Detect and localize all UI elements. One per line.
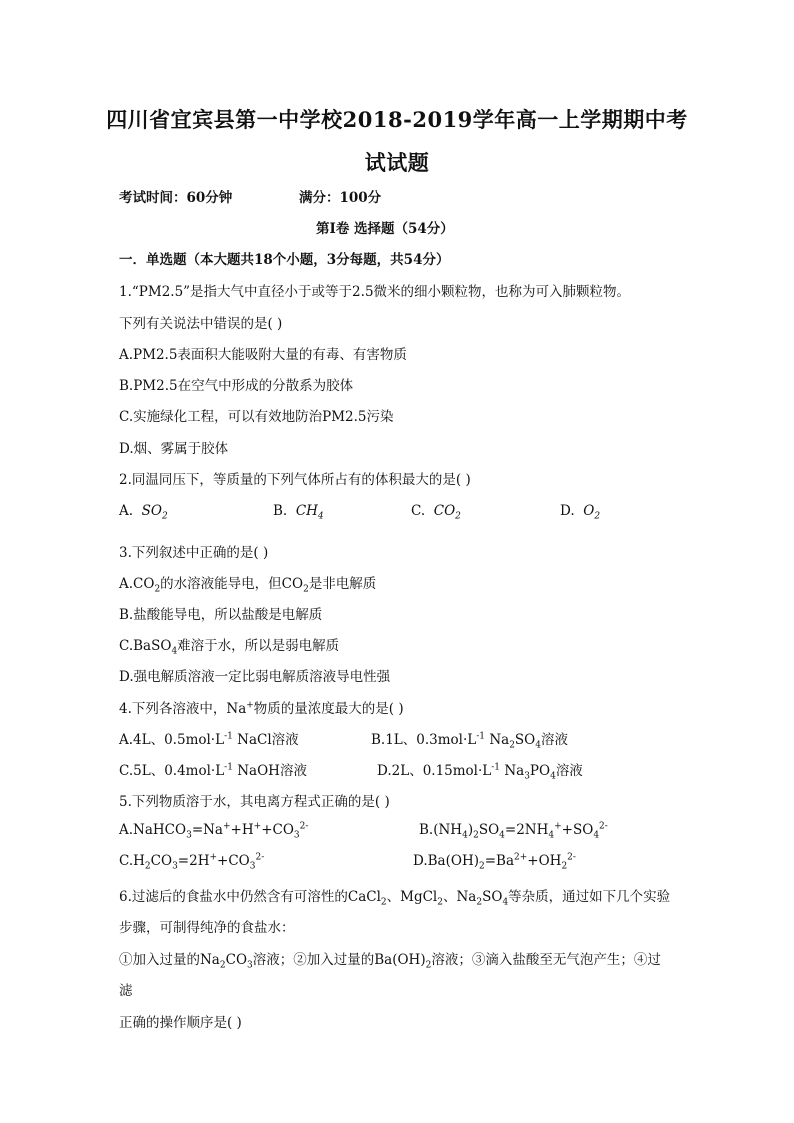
text: +OH — [527, 853, 562, 869]
text: +H — [230, 822, 254, 838]
superscript: + — [554, 821, 562, 832]
q2-option-b — [273, 503, 324, 522]
text: A.4L、0.5mol·L — [119, 732, 225, 748]
subscript: 2 — [561, 861, 568, 872]
text: 溶液 — [540, 732, 568, 748]
q1-stem-line1: 1.“PM2.5”是指大气中直径小于或等于2.5微米的细小颗粒物，也称为可入肺颗粒物。 — [119, 284, 631, 300]
q5-option-a — [119, 821, 309, 841]
q6-steps-line2: 滤 — [119, 983, 133, 999]
text: 溶液 — [555, 763, 583, 779]
q5-option-c — [119, 852, 265, 872]
text: PO — [529, 763, 551, 779]
text: 物质的量浓度最大的是( ) — [253, 701, 404, 717]
superscript: 2- — [599, 821, 608, 832]
text: C.H — [119, 853, 145, 869]
subscript: 2 — [380, 897, 387, 908]
superscript: + — [209, 852, 218, 863]
q6-steps-line1 — [119, 948, 661, 971]
formula: O — [583, 503, 595, 519]
subscript: 2 — [509, 740, 515, 751]
text: 4.下列各溶液中，Na — [119, 701, 247, 717]
text: A.NaHCO — [119, 822, 187, 838]
subscript: 2 — [303, 584, 309, 595]
option-label: A. — [119, 503, 134, 519]
option-label: B. — [273, 503, 288, 519]
superscript: -1 — [491, 762, 501, 773]
q1-option-b: B.PM2.5在空气中形成的分散系为胶体 — [119, 378, 354, 394]
text: =Ba — [484, 853, 514, 869]
superscript: -1 — [224, 731, 233, 742]
subscript: 2 — [594, 511, 601, 522]
text: D.2L、0.15mol·L — [377, 763, 492, 779]
subscript: 2 — [425, 960, 432, 971]
superscript: 2- — [299, 821, 309, 832]
text: 溶液；③滴入盐酸至无气泡产生；④过 — [431, 952, 661, 968]
subscript: 3 — [186, 830, 192, 841]
subscript: 2 — [219, 960, 226, 971]
superscript: -1 — [476, 731, 486, 742]
q6-question: 正确的操作顺序是( ) — [119, 1015, 242, 1031]
text: B.(NH — [419, 822, 463, 838]
subscript: 4 — [317, 511, 324, 522]
text: +SO — [561, 822, 594, 838]
text: CO — [150, 853, 173, 869]
text: =2H — [177, 853, 210, 869]
text: 等杂质，通过如下几个实验 — [508, 889, 671, 905]
text: SO — [514, 732, 536, 748]
text: NaOH溶液 — [232, 763, 307, 779]
subscript: 2 — [437, 897, 443, 908]
text: 6.过滤后的食盐水中仍然含有可溶性的CaCl — [119, 889, 381, 905]
formula: CH — [295, 503, 318, 519]
subscript: 2 — [473, 830, 479, 841]
text: 难溶于水，所以是弱电解质 — [177, 638, 340, 654]
option-label: D. — [560, 503, 575, 519]
q4-option-c — [119, 759, 307, 779]
superscript: + — [223, 821, 231, 832]
superscript: 2- — [255, 852, 265, 863]
text: 、Na — [443, 889, 477, 905]
q1-stem-line2: 下列有关说法中错误的是( ) — [119, 316, 283, 332]
q4-option-b — [371, 728, 568, 751]
text: B.1L、0.3mol·L — [371, 732, 477, 748]
subscript: 4 — [550, 771, 556, 782]
text: CO — [225, 952, 248, 968]
text: 、MgCl — [386, 889, 438, 905]
subscript: 2 — [455, 511, 461, 522]
q3-option-c — [119, 634, 340, 657]
subscript: 2 — [154, 584, 161, 595]
q6-stem-line2: 步骤，可制得纯净的食盐水： — [119, 920, 295, 936]
exam-title-line1: 四川省宜宾县第一中学校2018-2019学年高一上学期期中考 — [106, 107, 688, 132]
superscript: + — [246, 700, 254, 711]
q5-option-d — [413, 852, 576, 872]
text: A.CO — [119, 576, 155, 592]
q4-stem — [119, 697, 404, 717]
superscript: 2+ — [514, 852, 528, 863]
subscript: 4 — [462, 830, 468, 841]
text: =2NH — [504, 822, 549, 838]
q1-option-c: C.实施绿化工程，可以有效地防治PM2.5污染 — [119, 409, 394, 425]
text: +CO — [261, 822, 294, 838]
text: C.5L、0.4mol·L — [119, 763, 225, 779]
subscript: 2 — [161, 511, 168, 522]
text: +CO — [217, 853, 250, 869]
q1-option-a: A.PM2.5表面积大能吸附大量的有毒、有害物质 — [119, 347, 407, 363]
subscript: 4 — [502, 897, 509, 908]
text: =Na — [191, 822, 223, 838]
superscript: + — [253, 821, 262, 832]
exam-time: 考试时间：60分钟 — [119, 190, 233, 206]
superscript: -1 — [224, 762, 233, 773]
subscript: 3 — [172, 861, 178, 872]
text: 溶液；②加入过量的Ba(OH) — [252, 952, 426, 968]
subscript: 4 — [499, 830, 505, 841]
q5-stem: 5.下列物质溶于水，其电离方程式正确的是( ) — [119, 794, 390, 810]
text: NaCl溶液 — [232, 732, 299, 748]
text: ) — [467, 822, 474, 838]
superscript: 2- — [567, 852, 576, 863]
subscript: 4 — [535, 740, 541, 751]
subscript: 2 — [476, 897, 483, 908]
option-label: C. — [411, 503, 426, 519]
q3-stem: 3.下列叙述中正确的是( ) — [119, 545, 269, 561]
subscript: 3 — [249, 861, 256, 872]
subscript: 3 — [524, 771, 530, 782]
subscript: 4 — [548, 830, 555, 841]
q5-option-b — [419, 821, 608, 841]
text: Na — [500, 763, 525, 779]
q2-option-c — [411, 503, 461, 522]
text: 是非电解质 — [308, 576, 377, 592]
exam-title-line2: 试试题 — [364, 150, 430, 175]
q2-option-d — [560, 503, 601, 522]
q2-stem: 2.同温同压下，等质量的下列气体所占有的体积最大的是( ) — [119, 472, 471, 488]
q6-stem-line1 — [119, 885, 671, 908]
text: 的水溶液能导电，但CO — [160, 576, 304, 592]
text: ①加入过量的Na — [119, 952, 220, 968]
text: SO — [482, 889, 503, 905]
part-title: 一．单选题（本大题共18个小题，3分每题，共54分） — [119, 252, 450, 268]
q4-option-d — [377, 759, 583, 782]
q3-option-d: D.强电解质溶液一定比弱电解质溶液导电性强 — [119, 669, 391, 685]
formula: CO — [433, 503, 456, 519]
exam-score: 满分：100分 — [299, 190, 382, 206]
subscript: 2 — [478, 861, 485, 872]
q3-option-a — [119, 572, 377, 595]
subscript: 4 — [593, 830, 600, 841]
subscript: 4 — [171, 646, 178, 657]
formula: SO — [141, 503, 162, 519]
text: D.Ba(OH) — [413, 853, 479, 869]
text: C.BaSO — [119, 638, 172, 654]
q2-option-a — [119, 503, 168, 522]
subscript: 3 — [293, 830, 300, 841]
subscript: 2 — [144, 861, 151, 872]
text: Na — [485, 732, 510, 748]
section-title: 第Ⅰ卷 选择题（54分） — [316, 221, 454, 237]
q1-option-d: D.烟、雾属于胶体 — [119, 441, 229, 457]
q3-option-b: B.盐酸能导电，所以盐酸是电解质 — [119, 607, 323, 623]
text: SO — [478, 822, 500, 838]
subscript: 3 — [247, 960, 253, 971]
q4-option-a — [119, 728, 299, 748]
